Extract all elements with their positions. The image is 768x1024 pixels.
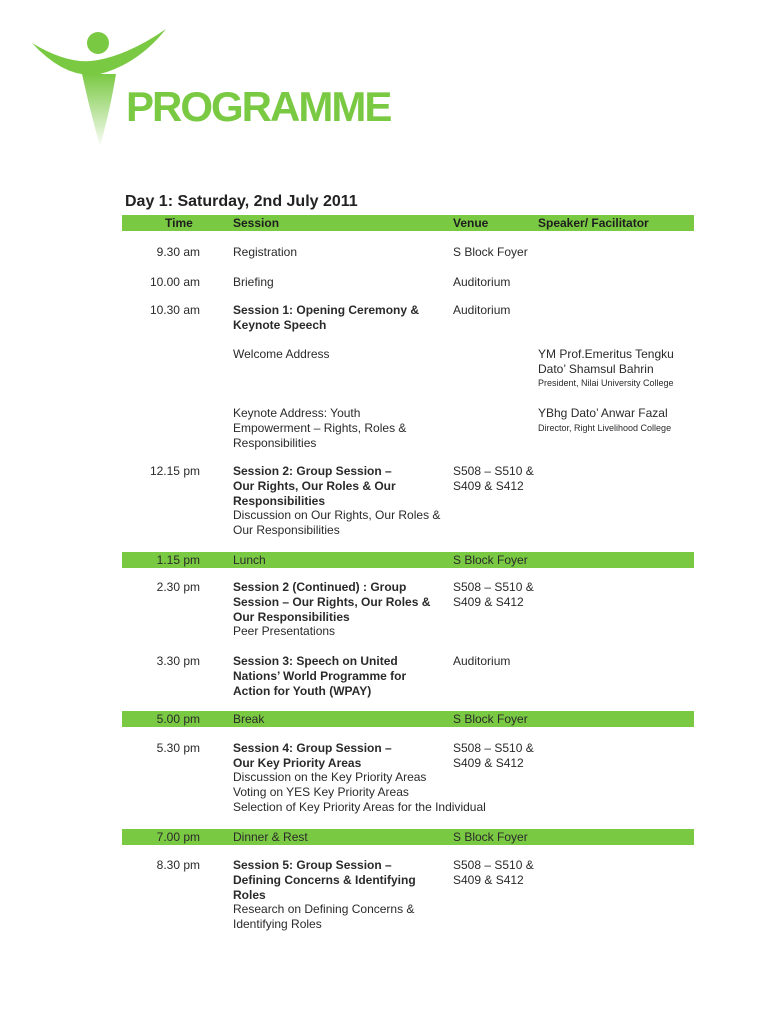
row-venue: S508 – S510 & S409 & S412 xyxy=(453,580,534,609)
row-venue: S Block Foyer xyxy=(453,553,528,567)
row-time: 2.30 pm xyxy=(156,580,200,594)
row-session-detail: Research on Defining Concerns & Identifying Roles xyxy=(233,902,415,931)
row-session-title: Session 1: Opening Ceremony & Keynote Speech xyxy=(233,303,420,332)
row-session-title: Session 3: Speech on United Nations’ World Programme for Action for Youth (WPAY) xyxy=(233,654,407,698)
header-speaker: Speaker/ Facilitator xyxy=(538,216,649,230)
row-session: Break xyxy=(233,712,265,726)
row-session-line: Selection of Key Priority Areas for the Individual xyxy=(233,800,486,814)
table-header xyxy=(122,215,694,231)
page-title: PROGRAMME xyxy=(126,83,391,130)
row-time: 12.15 pm xyxy=(149,464,200,478)
row-session: Dinner & Rest xyxy=(233,830,308,844)
table-row-highlight xyxy=(122,829,694,845)
row-session-line: Voting on YES Key Priority Areas xyxy=(233,785,409,799)
row-venue: Auditorium xyxy=(453,654,511,668)
table-row-highlight xyxy=(122,711,694,727)
row-session-title: Session 4: Group Session – Our Key Priority Areas xyxy=(233,741,392,770)
row-time: 10.30 am xyxy=(149,303,200,317)
row-venue: Auditorium xyxy=(453,275,511,289)
programme-logo xyxy=(30,26,410,151)
row-venue: S508 – S510 & S409 & S412 xyxy=(453,858,534,887)
row-time: 10.00 am xyxy=(149,275,200,289)
row-venue: Auditorium xyxy=(453,303,511,317)
row-speaker: YBhg Dato’ Anwar Fazal xyxy=(538,406,668,420)
row-time: 3.30 pm xyxy=(156,654,200,668)
day-title: Day 1: Saturday, 2nd July 2011 xyxy=(125,193,358,210)
header-venue: Venue xyxy=(453,216,489,230)
row-time: 7.00 pm xyxy=(156,830,200,844)
row-time: 1.15 pm xyxy=(156,553,200,567)
table-row-highlight xyxy=(122,552,694,568)
row-speaker-note: Director, Right Livelihood College xyxy=(538,423,672,433)
row-time: 5.00 pm xyxy=(156,712,200,726)
row-session-detail: Peer Presentations xyxy=(233,624,336,638)
row-session: Keynote Address: Youth Empowerment – Rights, Roles & Responsibilities xyxy=(233,406,407,450)
row-session-detail: Discussion on Our Rights, Our Roles & Our Responsibilities xyxy=(233,508,441,537)
row-venue: S Block Foyer xyxy=(453,245,528,259)
row-session-title: Session 5: Group Session – Defining Concerns & Identifying Roles xyxy=(233,858,416,902)
row-speaker: YM Prof.Emeritus Tengku Dato’ Shamsul Bahrin xyxy=(538,347,674,376)
row-speaker-note: President, Nilai University College xyxy=(538,378,674,388)
row-venue: S508 – S510 & S409 & S412 xyxy=(453,741,534,770)
row-session: Welcome Address xyxy=(233,347,330,361)
header-session: Session xyxy=(233,216,280,230)
row-time: 9.30 am xyxy=(156,245,200,259)
row-session: Briefing xyxy=(233,275,274,289)
row-session: Registration xyxy=(233,245,298,259)
row-session-title: Session 2: Group Session – Our Rights, Our Roles & Our Responsibilities xyxy=(233,464,396,508)
row-time: 8.30 pm xyxy=(156,858,200,872)
row-session: Lunch xyxy=(233,553,266,567)
row-session-title: Session 2 (Continued) : Group Session – Our Rights, Our Roles & Our Responsibilities xyxy=(233,580,431,624)
row-venue: S Block Foyer xyxy=(453,712,528,726)
header-time: Time xyxy=(165,216,193,230)
row-session-line: Discussion on the Key Priority Areas xyxy=(233,770,427,784)
row-time: 5.30 pm xyxy=(156,741,200,755)
row-venue: S Block Foyer xyxy=(453,830,528,844)
row-venue: S508 – S510 & S409 & S412 xyxy=(453,464,534,493)
